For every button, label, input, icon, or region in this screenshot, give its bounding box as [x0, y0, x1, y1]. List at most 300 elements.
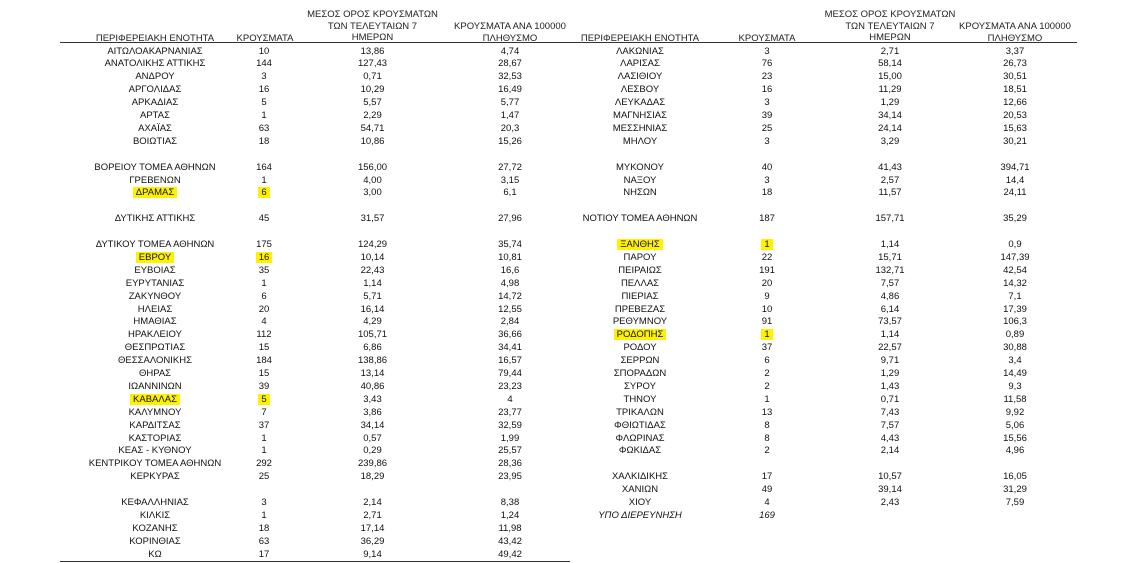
right-region-cell	[560, 46, 720, 57]
footer-rule	[60, 561, 570, 562]
left-per100k-cell	[445, 213, 575, 224]
left-per100k-cell	[445, 523, 575, 534]
right-region-value: ΠΕΙΡΑΙΩΣ	[618, 264, 662, 276]
left-cases-cell	[224, 175, 304, 186]
left-avg-cell	[300, 316, 445, 327]
right-region-value: ΦΛΩΡΙΝΑΣ	[615, 432, 665, 444]
right-cases-value: 18	[761, 187, 773, 199]
left-cases-value: 5	[258, 394, 269, 405]
right-per100k-value: 0,9	[1008, 239, 1022, 250]
right-cases-cell	[727, 123, 807, 134]
left-cases-cell	[224, 136, 304, 147]
left-cases-cell	[224, 239, 304, 250]
right-region-value: ΡΟΔΟΠΗΣ	[614, 329, 667, 340]
left-region-value: ΔΥΤΙΚΗΣ ΑΤΤΙΚΗΣ	[114, 213, 196, 225]
left-cases-value: 35	[258, 264, 270, 276]
right-region-value: ΣΕΡΡΩΝ	[620, 355, 660, 367]
left-cases-value: 6	[258, 187, 269, 198]
right-cases-value: 3	[764, 97, 770, 109]
left-avg-cell	[300, 497, 445, 508]
right-per100k-value: 394,71	[1000, 161, 1030, 173]
left-cases-cell	[224, 71, 304, 82]
left-avg-value: 36,29	[360, 535, 385, 547]
left-avg-value: 10,86	[360, 135, 385, 147]
right-avg-value: 15,71	[878, 251, 902, 263]
right-avg-cell	[815, 407, 965, 418]
right-per100k-cell	[950, 445, 1080, 456]
right-region-cell	[560, 304, 720, 315]
right-region-value: ΡΕΘΥΜΝΟΥ	[612, 316, 668, 328]
left-per100k-value: 32,59	[498, 419, 522, 431]
right-cases-value: 8	[764, 419, 770, 431]
right-per100k-cell	[950, 97, 1080, 108]
right-avg-value: 4,43	[880, 432, 900, 444]
right-region-cell	[560, 136, 720, 147]
left-per100k-value: 16,57	[498, 355, 522, 367]
right-region-cell	[560, 394, 720, 405]
left-cases-value: 39	[258, 380, 270, 392]
left-region-value: ΑΝΑΤΟΛΙΚΗΣ ΑΤΤΙΚΗΣ	[104, 58, 206, 70]
left-avg-value: 4,00	[363, 174, 382, 186]
left-per100k-cell	[445, 355, 575, 366]
right-region-cell	[560, 497, 720, 508]
right-cases-cell	[727, 239, 807, 250]
right-per100k-cell	[950, 433, 1080, 444]
left-avg-cell	[300, 239, 445, 250]
right-per100k-cell	[950, 213, 1080, 224]
left-avg-cell	[300, 46, 445, 57]
right-cases-cell	[727, 329, 807, 340]
right-avg-cell	[815, 58, 965, 69]
right-avg-value: 6,14	[880, 303, 900, 315]
right-per100k-cell	[950, 84, 1080, 95]
right-cases-value: 22	[761, 251, 773, 263]
left-per100k-cell	[445, 175, 575, 186]
left-cases-value: 184	[256, 355, 272, 367]
left-cases-value: 1	[261, 509, 267, 521]
left-per100k-cell	[445, 278, 575, 289]
right-avg-cell	[815, 329, 965, 340]
right-avg-cell	[815, 123, 965, 134]
right-avg-value: 7,57	[880, 419, 900, 431]
left-avg-cell	[300, 445, 445, 456]
right-header-avg-line3: ΗΜΕΡΩΝ	[869, 32, 911, 43]
right-cases-cell	[727, 58, 807, 69]
right-cases-cell	[727, 291, 807, 302]
right-per100k-cell	[950, 407, 1080, 418]
left-avg-value: 105,71	[357, 329, 388, 341]
left-region-value: ΚΑΛΥΜΝΟΥ	[128, 406, 182, 418]
left-per100k-cell	[445, 123, 575, 134]
right-avg-value: 58,14	[878, 58, 902, 70]
right-per100k-value: 0,89	[1005, 329, 1025, 341]
left-avg-value: 2,71	[363, 509, 382, 521]
left-cases-value: 15	[258, 368, 270, 379]
right-per100k-cell	[950, 252, 1080, 263]
right-region-cell	[560, 187, 720, 198]
left-avg-value: 6,86	[363, 342, 382, 354]
left-region-value: ΗΛΕΙΑΣ	[137, 303, 173, 315]
left-cases-value: 63	[258, 122, 270, 134]
left-avg-cell	[300, 510, 445, 521]
right-avg-cell	[815, 162, 965, 173]
left-avg-value: 13,86	[360, 45, 385, 57]
right-region-cell	[560, 381, 720, 392]
right-avg-value: 10,57	[878, 471, 902, 483]
left-region-value: ΗΜΑΘΙΑΣ	[133, 316, 177, 328]
right-per100k-cell	[950, 110, 1080, 121]
right-per100k-value: 26,73	[1003, 58, 1027, 70]
left-region-value: ΚΟΡΙΝΘΙΑΣ	[129, 535, 181, 547]
left-avg-value: 2,29	[363, 110, 382, 121]
left-cases-cell	[224, 394, 304, 405]
right-per100k-value: 9,3	[1008, 380, 1022, 392]
left-cases-cell	[224, 58, 304, 69]
right-avg-cell	[815, 304, 965, 315]
right-per100k-value: 42,54	[1003, 264, 1027, 276]
left-avg-value: 0,71	[363, 71, 382, 83]
left-region-value: ΕΥΒΟΙΑΣ	[134, 264, 176, 276]
right-per100k-cell	[950, 471, 1080, 482]
left-avg-cell	[300, 394, 445, 405]
right-cases-value: 37	[761, 342, 773, 354]
right-region-value: ΝΑΞΟΥ	[623, 174, 657, 186]
right-avg-value: 2,57	[880, 174, 900, 186]
right-per100k-value: 16,05	[1003, 471, 1027, 483]
right-per100k-cell	[950, 175, 1080, 186]
left-avg-cell	[300, 252, 445, 263]
right-header-avg-line1: ΜΕΣΟΣ ΟΡΟΣ ΚΡΟΥΣΜΑΤΩΝ	[824, 9, 956, 20]
right-avg-value: 7,43	[880, 406, 900, 418]
left-per100k-value: 16,49	[498, 84, 522, 96]
left-region-value: ΚΩ	[148, 548, 162, 560]
left-avg-cell	[300, 97, 445, 108]
left-per100k-value: 4,98	[500, 277, 520, 289]
left-per100k-value: 28,36	[498, 458, 522, 470]
right-region-value: ΠΑΡΟΥ	[623, 251, 657, 263]
left-cases-value: 16	[256, 252, 273, 263]
left-avg-cell	[300, 213, 445, 224]
left-avg-value: 10,14	[360, 251, 385, 263]
left-region-value: ΘΗΡΑΣ	[138, 368, 172, 379]
left-avg-value: 13,14	[360, 368, 385, 379]
right-per100k-cell	[950, 46, 1080, 57]
right-cases-value: 9	[764, 290, 770, 302]
left-cases-value: 292	[256, 458, 272, 470]
right-avg-cell	[815, 471, 965, 482]
left-region-value: ΓΡΕΒΕΝΩΝ	[129, 174, 181, 186]
right-region-value: ΛΕΣΒΟΥ	[620, 84, 660, 96]
left-header-avg	[300, 9, 445, 44]
left-cases-value: 10	[258, 45, 270, 57]
left-per100k-cell	[445, 239, 575, 250]
right-avg-cell	[815, 71, 965, 82]
right-cases-cell	[727, 71, 807, 82]
right-per100k-value: 15,56	[1003, 432, 1027, 444]
right-per100k-cell	[950, 291, 1080, 302]
left-cases-cell	[224, 458, 304, 469]
left-per100k-cell	[445, 162, 575, 173]
right-region-cell	[560, 355, 720, 366]
left-avg-cell	[300, 110, 445, 121]
right-per100k-value: 147,39	[1000, 251, 1030, 263]
left-cases-cell	[224, 497, 304, 508]
left-per100k-value: 10,81	[498, 251, 522, 263]
left-region-value: ΑΧΑΪΑΣ	[138, 122, 172, 134]
left-per100k-value: 8,38	[500, 497, 520, 508]
right-per100k-value: 3,4	[1008, 355, 1022, 367]
left-per100k-cell	[445, 394, 575, 405]
left-cases-value: 1	[261, 174, 267, 186]
right-cases-value: 6	[764, 355, 770, 367]
left-per100k-cell	[445, 381, 575, 392]
left-cases-value: 1	[261, 432, 267, 444]
right-region-cell	[560, 420, 720, 431]
left-region-value: ΖΑΚΥΝΘΟΥ	[128, 290, 182, 302]
left-region-value: ΔΡΑΜΑΣ	[133, 187, 177, 198]
right-region-value: ΧΑΛΚΙΔΙΚΗΣ	[611, 471, 669, 483]
right-cases-cell	[727, 381, 807, 392]
left-avg-cell	[300, 381, 445, 392]
left-per100k-value: 12,55	[498, 303, 522, 315]
left-avg-cell	[300, 123, 445, 134]
left-per100k-cell	[445, 136, 575, 147]
left-cases-value: 1	[261, 110, 267, 121]
left-avg-value: 22,43	[360, 264, 385, 276]
right-region-cell	[560, 433, 720, 444]
right-avg-value: 11,57	[878, 187, 902, 199]
left-per100k-cell	[445, 291, 575, 302]
right-region-cell	[560, 484, 720, 495]
left-per100k-value: 4,74	[500, 45, 520, 57]
left-per100k-cell	[445, 510, 575, 521]
right-cases-value: 4	[764, 497, 770, 508]
left-region-value: ΚΕΦΑΛΛΗΝΙΑΣ	[121, 497, 189, 508]
left-per100k-value: 23,95	[498, 471, 522, 483]
left-cases-cell	[224, 420, 304, 431]
left-cases-value: 112	[256, 329, 272, 341]
left-avg-cell	[300, 187, 445, 198]
right-cases-cell	[727, 355, 807, 366]
left-per100k-cell	[445, 97, 575, 108]
left-cases-cell	[224, 265, 304, 276]
right-cases-value: 191	[759, 264, 775, 276]
right-region-cell	[560, 445, 720, 456]
right-cases-value: 8	[764, 432, 770, 444]
left-per100k-value: 20,3	[500, 122, 520, 134]
left-cases-value: 164	[256, 161, 272, 173]
left-avg-cell	[300, 84, 445, 95]
left-cases-value: 16	[258, 84, 270, 96]
left-avg-cell	[300, 136, 445, 147]
right-avg-value: 11,29	[878, 84, 902, 96]
left-per100k-value: 25,57	[498, 445, 522, 457]
left-avg-value: 127,43	[357, 58, 388, 70]
right-cases-value: 20	[761, 277, 773, 289]
left-cases-value: 6	[261, 290, 267, 302]
right-per100k-cell	[950, 484, 1080, 495]
left-avg-value: 34,14	[360, 419, 385, 431]
right-cases-value: 40	[761, 161, 773, 173]
left-cases-cell	[224, 291, 304, 302]
right-per100k-cell	[950, 123, 1080, 134]
left-cases-value: 1	[261, 445, 267, 457]
right-region-value: ΛΑΚΩΝΙΑΣ	[616, 45, 664, 57]
right-per100k-value: 3,37	[1005, 45, 1025, 57]
left-cases-value: 3	[261, 497, 267, 508]
right-avg-cell	[815, 278, 965, 289]
left-region-value: ΗΡΑΚΛΕΙΟΥ	[128, 329, 182, 341]
left-per100k-cell	[445, 71, 575, 82]
left-region-value: ΑΡΤΑΣ	[140, 110, 170, 121]
left-per100k-cell	[445, 110, 575, 121]
left-avg-cell	[300, 71, 445, 82]
left-header-per100k-line1: ΚΡΟΥΣΜΑΤΑ ΑΝΑ 100000	[454, 21, 566, 32]
right-per100k-value: 5,06	[1005, 419, 1025, 431]
right-avg-value: 9,71	[880, 355, 900, 367]
left-cases-value: 1	[261, 277, 267, 289]
left-avg-value: 17,14	[360, 522, 385, 534]
left-cases-cell	[224, 46, 304, 57]
right-cases-cell	[727, 278, 807, 289]
left-cases-cell	[224, 162, 304, 173]
right-per100k-cell	[950, 265, 1080, 276]
right-cases-cell	[727, 46, 807, 57]
left-avg-cell	[300, 342, 445, 353]
left-cases-value: 18	[258, 522, 270, 534]
left-region-value: ΙΩΑΝΝΙΝΩΝ	[128, 380, 182, 392]
right-per100k-cell	[950, 71, 1080, 82]
left-avg-value: 40,86	[360, 380, 385, 392]
right-region-cell	[560, 329, 720, 340]
right-cases-cell	[727, 304, 807, 315]
left-per100k-cell	[445, 458, 575, 469]
right-avg-cell	[815, 381, 965, 392]
left-header-per100k	[445, 21, 575, 44]
right-per100k-value: 30,21	[1003, 135, 1027, 147]
right-per100k-cell	[950, 136, 1080, 147]
left-avg-cell	[300, 458, 445, 469]
right-region-value: ΤΡΙΚΑΛΩΝ	[616, 406, 664, 418]
right-avg-value: 157,71	[875, 213, 905, 225]
right-avg-value: 2,43	[880, 497, 900, 508]
right-avg-value: 15,00	[878, 71, 902, 83]
right-region-value: ΜΕΣΣΗΝΙΑΣ	[612, 122, 668, 134]
right-per100k-value: 11,58	[1003, 393, 1027, 405]
left-header-per100k-line2: ΠΛΗΘΥΣΜΟ	[482, 32, 538, 44]
left-region-value: ΔΥΤΙΚΟΥ ΤΟΜΕΑ ΑΘΗΝΩΝ	[95, 239, 215, 250]
left-avg-value: 3,86	[363, 406, 382, 418]
right-cases-value: 16	[761, 84, 773, 96]
right-header-per100k-line2: ΠΛΗΘΥΣΜΟ	[987, 32, 1043, 44]
right-region-cell	[560, 213, 720, 224]
right-region-cell	[560, 175, 720, 186]
left-avg-value: 5,57	[363, 97, 382, 109]
left-cases-value: 175	[256, 239, 272, 250]
right-cases-cell	[727, 187, 807, 198]
left-cases-value: 144	[256, 58, 272, 70]
right-per100k-cell	[950, 162, 1080, 173]
left-cases-cell	[224, 213, 304, 224]
left-avg-value: 3,00	[363, 187, 382, 199]
left-avg-cell	[300, 523, 445, 534]
right-region-cell	[560, 162, 720, 173]
left-cases-value: 37	[258, 419, 270, 431]
right-region-cell	[560, 110, 720, 121]
left-cases-cell	[224, 329, 304, 340]
right-cases-cell	[727, 110, 807, 121]
left-per100k-value: 32,53	[498, 71, 522, 83]
right-region-value: ΛΕΥΚΑΔΑΣ	[614, 97, 666, 109]
left-per100k-value: 43,42	[498, 535, 522, 547]
left-cases-cell	[224, 84, 304, 95]
right-avg-cell	[815, 239, 965, 250]
right-cases-cell	[727, 433, 807, 444]
left-cases-cell	[224, 549, 304, 560]
right-cases-value: 2	[764, 380, 770, 392]
right-cases-cell	[727, 497, 807, 508]
right-cases-cell	[727, 316, 807, 327]
left-avg-value: 10,29	[360, 84, 385, 96]
right-cases-value: 10	[761, 303, 773, 315]
left-region-value: ΑΡΚΑΔΙΑΣ	[131, 97, 179, 109]
left-avg-value: 18,29	[360, 471, 385, 483]
left-avg-cell	[300, 536, 445, 547]
right-cases-cell	[727, 407, 807, 418]
right-per100k-value: 35,29	[1003, 213, 1027, 225]
left-per100k-cell	[445, 187, 575, 198]
left-region-value: ΚΑΒΑΛΑΣ	[130, 394, 180, 405]
left-avg-value: 0,57	[363, 432, 382, 444]
left-avg-value: 2,14	[363, 497, 382, 508]
right-avg-cell	[815, 342, 965, 353]
right-per100k-value: 30,88	[1003, 342, 1027, 354]
left-per100k-value: 5,77	[500, 97, 520, 109]
left-per100k-value: 23,77	[498, 406, 522, 418]
left-avg-value: 239,86	[357, 458, 388, 470]
right-avg-value: 1,14	[880, 329, 900, 341]
right-per100k-value: 14,32	[1003, 277, 1027, 289]
right-per100k-cell	[950, 381, 1080, 392]
right-avg-cell	[815, 252, 965, 263]
left-avg-value: 3,43	[363, 393, 382, 405]
right-region-value: ΣΠΟΡΑΔΩΝ	[613, 368, 667, 379]
right-header-per100k	[950, 21, 1080, 44]
left-region-value: ΕΥΡΥΤΑΝΙΑΣ	[125, 277, 185, 289]
right-cases-value: 2	[764, 368, 770, 379]
right-cases-value: 1	[761, 239, 772, 250]
left-region-value: ΕΒΡΟΥ	[136, 252, 174, 263]
left-cases-value: 25	[258, 471, 270, 483]
left-cases-cell	[224, 304, 304, 315]
left-avg-value: 5,71	[363, 290, 382, 302]
left-cases-value: 15	[258, 342, 270, 354]
right-cases-value: 13	[761, 406, 773, 418]
right-cases-value: 2	[764, 445, 770, 457]
left-region-value: ΚΙΛΚΙΣ	[139, 509, 171, 521]
left-avg-value: 156,00	[357, 161, 388, 173]
left-cases-cell	[224, 536, 304, 547]
right-avg-cell	[815, 316, 965, 327]
right-region-value: ΝΗΣΩΝ	[623, 187, 657, 199]
right-cases-cell	[727, 136, 807, 147]
right-avg-cell	[815, 355, 965, 366]
right-cases-cell	[727, 394, 807, 405]
left-region-value: ΚΟΖΑΝΗΣ	[132, 522, 178, 534]
left-header-avg-line2: ΤΩΝ ΤΕΛΕΥΤΑΙΩΝ 7	[327, 20, 418, 32]
left-per100k-value: 1,99	[500, 432, 520, 444]
right-cases-value: 3	[764, 45, 770, 57]
